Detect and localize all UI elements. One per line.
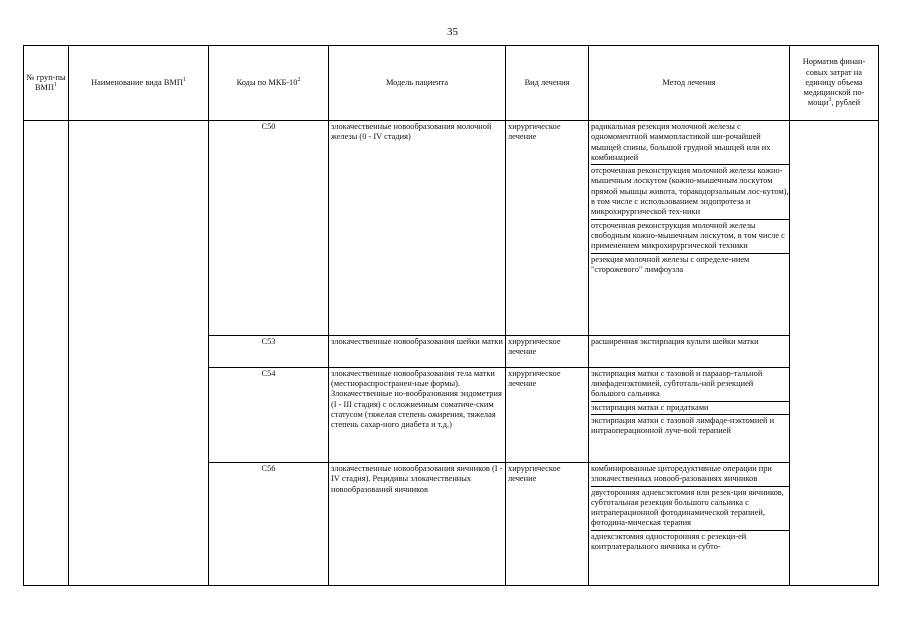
methods-cell <box>589 121 790 336</box>
header-treatment-method: Метод лечения <box>589 46 790 121</box>
header-cost-norm: Норматив финан-совых затрат на единицу объема медицинской по-мощи$^3$, рублей <box>790 46 879 121</box>
header-icd-codes: Коды по МКБ-$10^2$ <box>209 46 329 121</box>
vmp-name-cell <box>69 121 209 586</box>
methods-cell <box>589 336 790 368</box>
method-item: отсроченная реконструкция молочной железы кожно-мышечным лоскутом (кожно-мышечным лоскутом прямой мышцы живота, торакодорзальным лос-кутом), в том числе с использованием эндопротеза и микрохирургической тех-ники <box>591 165 789 219</box>
code-cell: C53 <box>209 336 329 368</box>
method-item: аднексэктомия односторонняя с резекци-ей контрлатерального яичника и субто- <box>591 531 747 552</box>
table-row <box>24 121 879 336</box>
method-item: радикальная резекция молочной железы с одномоментной маммопластикой ши-рочайшей мышцей спины, большой грудной мышцей или их комбинацией <box>591 121 789 165</box>
page-number: 35 <box>447 26 458 38</box>
vmp-table <box>23 45 879 586</box>
code-cell: C56 <box>209 463 329 586</box>
model-cell: злокачественные новообразования яичников (I - IV стадия). Рецидивы злокачественных новообразований яичников <box>329 463 506 586</box>
code-cell: C54 <box>209 367 329 462</box>
method-item: комбинированные циторедуктивные операции при злокачественных новооб-разованиях яичников <box>591 463 789 487</box>
method-item: экстирпация матки с придатками <box>591 402 789 415</box>
group-cell <box>24 121 69 586</box>
method-item: расширенная экстирпация культи шейки матки <box>591 337 759 346</box>
method-item: резекция молочной железы с определе-нием "сторожевого" лимфоузла <box>591 254 750 274</box>
header-vmp-name: Наименование вида ВМП$^1$ <box>69 46 209 121</box>
code-cell: C50 <box>209 121 329 336</box>
method-item: экстирпация матки с тазовой лимфаде-нэктомией и интраоперационной луче-вой терапией <box>591 415 775 436</box>
header-treatment-type: Вид лечения <box>506 46 589 121</box>
model-cell: злокачественные новообразования шейки матки <box>329 336 506 368</box>
method-item: экстирпация матки с тазовой и парааор-тальной лимфаденэктомией, субтоталь-ной резекцией большого сальника <box>591 368 789 402</box>
model-cell: злокачественные новообразования тела матки (местнораспространен-ные формы). Злокачественные но-вообразования эндометрия (I - III стадия) с осложненным соматиче-ским статусом (тяжелая степень ожирения, тяжелая степень сахар-ного диабета и т.д.) <box>329 367 506 462</box>
method-item: двусторонняя аднексэктомия или резек-ция яичников, субтотальная резекция большого сальника с интраперационной фотодинамической терапией, фотодина-мическая терапия <box>591 487 789 531</box>
type-cell: хирургическое лечение <box>506 367 589 462</box>
cost-cell <box>790 121 879 586</box>
type-cell: хирургическое лечение <box>506 463 589 586</box>
type-cell: хирургическое лечение <box>506 336 589 368</box>
method-item: отсроченная реконструкция молочной железы свободным кожно-мышечным лоскутом, в том числе с применением микрохирургической техники <box>591 220 789 254</box>
methods-cell <box>589 463 790 586</box>
methods-cell <box>589 367 790 462</box>
header-group-no: № груп-пы ВМП$^1$ <box>24 46 69 121</box>
type-cell: хирургическое лечение <box>506 121 589 336</box>
header-patient-model: Модель пациента <box>329 46 506 121</box>
model-cell: злокачественные новообразования молочной железы (0 - IV стадия) <box>329 121 506 336</box>
header-row <box>24 46 879 121</box>
